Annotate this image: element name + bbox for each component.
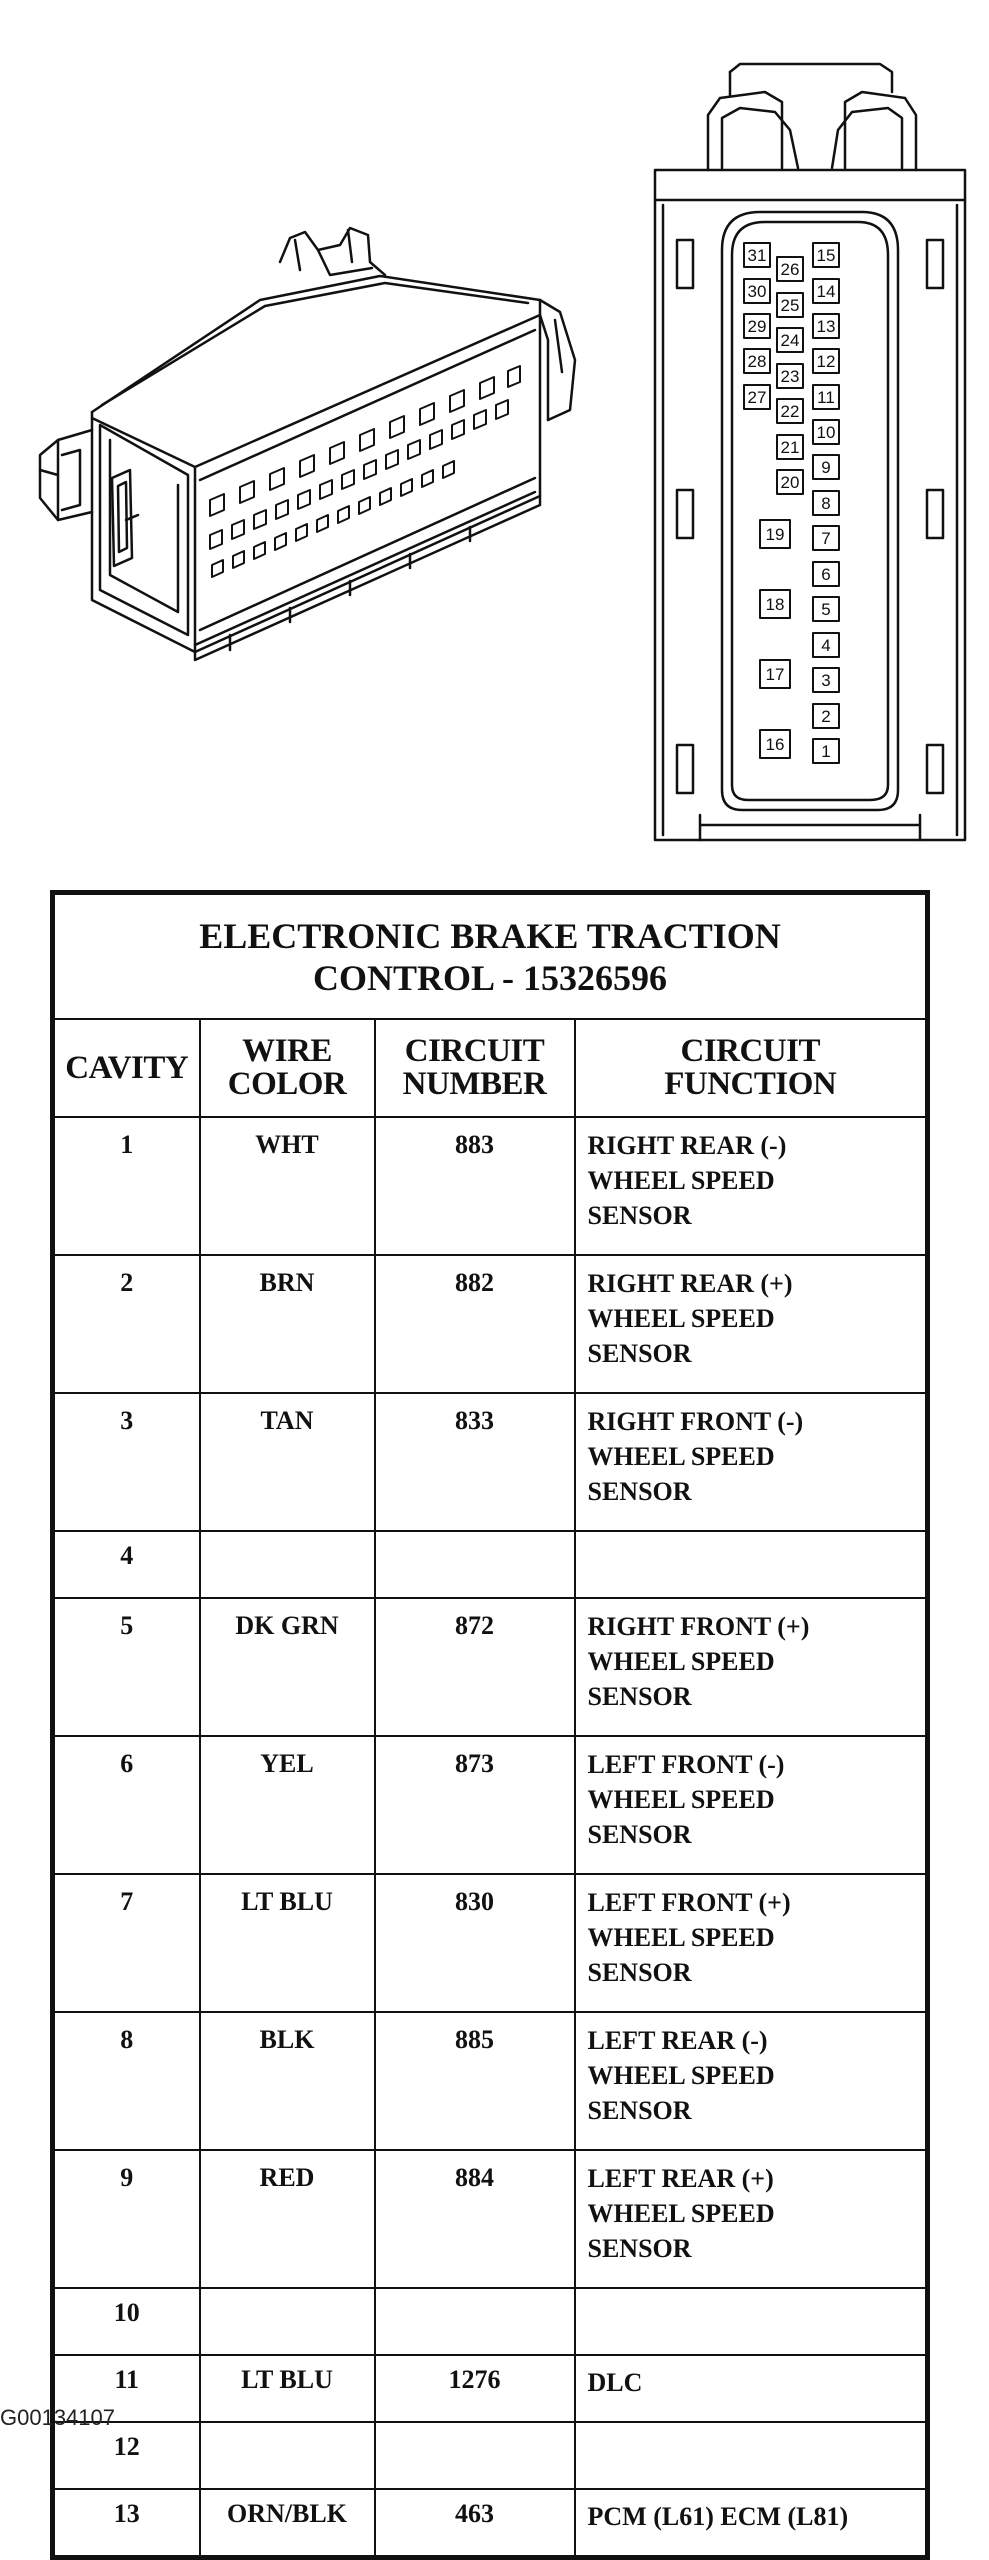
- circuit-function-line: RIGHT FRONT (+): [587, 1612, 810, 1641]
- wire-color-cell: YEL: [200, 1736, 375, 1874]
- circuit-function-line: WHEEL SPEED: [587, 1442, 775, 1471]
- cavity-number-label: 30: [747, 282, 767, 302]
- circuit-function-line: WHEEL SPEED: [587, 1923, 775, 1952]
- circuit-function-line: SENSOR: [587, 1339, 692, 1368]
- circuit-function-line: LEFT REAR (+): [587, 2164, 774, 2193]
- circuit-function-line: RIGHT REAR (-): [587, 1131, 787, 1160]
- wire-color-cell: [200, 2422, 375, 2489]
- table-row: [53, 2288, 928, 2355]
- wire-color-cell: [200, 2288, 375, 2355]
- cavity-number-label: 8: [821, 494, 831, 514]
- cavity-number-label: 24: [780, 331, 800, 351]
- circuit-function-cell: [575, 1531, 928, 1598]
- cavity-number-label: 11: [817, 388, 835, 408]
- circuit-number-cell: [375, 2422, 575, 2489]
- cavity-number-label: 4: [821, 636, 831, 656]
- cavity-number-label: 14: [816, 282, 836, 302]
- circuit-function-cell: [575, 2288, 928, 2355]
- cavity-number-label: 6: [821, 565, 831, 585]
- connector-isometric-view: [40, 228, 575, 660]
- cavity-number-label: 29: [747, 317, 767, 337]
- circuit-number-cell: 463: [375, 2489, 575, 2558]
- circuit-function-line: WHEEL SPEED: [587, 1785, 775, 1814]
- cavity-number-label: 3: [821, 671, 831, 691]
- circuit-function-line: WHEEL SPEED: [587, 2061, 775, 2090]
- wire-color-cell: BRN: [200, 1255, 375, 1393]
- circuit-number-cell: 833: [375, 1393, 575, 1531]
- table-header-row: [53, 1019, 928, 1117]
- table-title-line1: ELECTRONIC BRAKE TRACTION: [199, 915, 781, 956]
- circuit-function-cell: [575, 1874, 928, 2012]
- cavity-number-label: 26: [780, 260, 800, 280]
- circuit-function-cell: [575, 2012, 928, 2150]
- wire-color-cell: TAN: [200, 1393, 375, 1531]
- circuit-function-line: RIGHT FRONT (-): [587, 1407, 804, 1436]
- cavity-number-label: 12: [816, 352, 836, 372]
- cavity-cell: 13: [53, 2489, 200, 2558]
- table-row: [53, 1531, 928, 1598]
- figure-code: G00134107: [0, 2405, 115, 2430]
- circuit-function-line: WHEEL SPEED: [587, 1304, 775, 1333]
- cavity-number-label: 25: [780, 296, 800, 316]
- cavity-number-label: 31: [747, 246, 767, 266]
- cavity-cell: 9: [53, 2150, 200, 2288]
- wire-color-cell: LT BLU: [200, 1874, 375, 2012]
- connector-face-view: [655, 64, 965, 840]
- circuit-function-line: WHEEL SPEED: [587, 1647, 775, 1676]
- circuit-function-line: SENSOR: [587, 1958, 692, 1987]
- circuit-number-cell: [375, 2288, 575, 2355]
- connector-illustrations: [0, 0, 989, 870]
- table-row: [53, 2422, 928, 2489]
- pinout-table: [50, 890, 930, 2560]
- cavity-number-label: 19: [765, 525, 785, 545]
- circuit-function-cell: [575, 1393, 928, 1531]
- circuit-function-line: SENSOR: [587, 1682, 692, 1711]
- header-wire-color: WIRE COLOR: [200, 1019, 375, 1117]
- circuit-number-cell: 873: [375, 1736, 575, 1874]
- circuit-function-line: LEFT FRONT (+): [587, 1888, 791, 1917]
- cavity-number-label: 18: [765, 595, 785, 615]
- cavity-number-boxes: [744, 243, 839, 763]
- cavity-cell: 7: [53, 1874, 200, 2012]
- cavity-cell: 12: [53, 2422, 200, 2489]
- wire-color-cell: WHT: [200, 1117, 375, 1255]
- cavity-cell: 5: [53, 1598, 200, 1736]
- wire-color-cell: RED: [200, 2150, 375, 2288]
- circuit-function-line: SENSOR: [587, 1477, 692, 1506]
- table-row: [53, 1598, 928, 1736]
- cavity-cell: 11: [53, 2355, 200, 2422]
- cavity-number-label: 10: [816, 423, 836, 443]
- table-row: [53, 1393, 928, 1531]
- table-row: [53, 1117, 928, 1255]
- wire-color-cell: ORN/BLK: [200, 2489, 375, 2558]
- circuit-function-cell: [575, 2355, 928, 2422]
- cavity-number-label: 27: [747, 388, 767, 408]
- cavity-number-label: 13: [816, 317, 836, 337]
- cavity-number-label: 2: [821, 707, 831, 727]
- circuit-function-line: RIGHT REAR (+): [587, 1269, 793, 1298]
- circuit-number-cell: 883: [375, 1117, 575, 1255]
- circuit-function-line: SENSOR: [587, 2234, 692, 2263]
- circuit-number-cell: 884: [375, 2150, 575, 2288]
- cavity-number-label: 1: [821, 742, 831, 762]
- cavity-openings: [210, 366, 520, 577]
- cavity-number-label: 9: [821, 458, 831, 478]
- cavity-number-label: 22: [780, 402, 800, 422]
- circuit-number-cell: 882: [375, 1255, 575, 1393]
- wire-color-cell: [200, 1531, 375, 1598]
- circuit-function-line: DLC: [587, 2368, 643, 2397]
- table-row: [53, 2012, 928, 2150]
- circuit-function-cell: [575, 1117, 928, 1255]
- cavity-number-label: 15: [816, 246, 836, 266]
- cavity-number-label: 7: [821, 529, 831, 549]
- table-title-line2: CONTROL - 15326596: [312, 957, 668, 998]
- table-row: [53, 1255, 928, 1393]
- cavity-cell: 6: [53, 1736, 200, 1874]
- circuit-function-line: WHEEL SPEED: [587, 2199, 775, 2228]
- cavity-number-label: 23: [780, 367, 800, 387]
- circuit-number-cell: 1276: [375, 2355, 575, 2422]
- table-title: [53, 893, 928, 1020]
- circuit-function-line: SENSOR: [587, 1201, 692, 1230]
- circuit-function-line: PCM (L61) ECM (L81): [587, 2502, 849, 2531]
- table-row: [53, 2355, 928, 2422]
- header-cavity: CAVITY: [53, 1019, 200, 1117]
- circuit-function-cell: [575, 2489, 928, 2558]
- circuit-function-cell: [575, 1255, 928, 1393]
- table-row: [53, 1736, 928, 1874]
- table-row: [53, 2489, 928, 2558]
- circuit-number-cell: [375, 1531, 575, 1598]
- circuit-function-line: LEFT REAR (-): [587, 2026, 768, 2055]
- cavity-number-label: 21: [780, 438, 800, 458]
- circuit-function-cell: [575, 2150, 928, 2288]
- table-row: [53, 2150, 928, 2288]
- wire-color-cell: BLK: [200, 2012, 375, 2150]
- circuit-function-cell: [575, 1598, 928, 1736]
- circuit-function-line: WHEEL SPEED: [587, 1166, 775, 1195]
- wire-color-cell: LT BLU: [200, 2355, 375, 2422]
- cavity-number-label: 28: [747, 352, 767, 372]
- cavity-cell: 8: [53, 2012, 200, 2150]
- cavity-cell: 2: [53, 1255, 200, 1393]
- cavity-cell: 1: [53, 1117, 200, 1255]
- cavity-number-label: 5: [821, 600, 831, 620]
- circuit-function-line: SENSOR: [587, 1820, 692, 1849]
- cavity-number-label: 20: [780, 473, 800, 493]
- circuit-number-cell: 830: [375, 1874, 575, 2012]
- cavity-cell: 3: [53, 1393, 200, 1531]
- table-row: [53, 1874, 928, 2012]
- header-circuit-function: CIRCUIT FUNCTION: [575, 1019, 928, 1117]
- circuit-function-cell: [575, 1736, 928, 1874]
- cavity-number-label: 16: [765, 735, 785, 755]
- circuit-number-cell: 872: [375, 1598, 575, 1736]
- circuit-function-line: SENSOR: [587, 2096, 692, 2125]
- circuit-number-cell: 885: [375, 2012, 575, 2150]
- cavity-cell: 10: [53, 2288, 200, 2355]
- wire-color-cell: DK GRN: [200, 1598, 375, 1736]
- cavity-cell: 4: [53, 1531, 200, 1598]
- header-circuit-number: CIRCUIT NUMBER: [375, 1019, 575, 1117]
- circuit-function-line: LEFT FRONT (-): [587, 1750, 785, 1779]
- cavity-number-label: 17: [765, 665, 785, 685]
- circuit-function-cell: [575, 2422, 928, 2489]
